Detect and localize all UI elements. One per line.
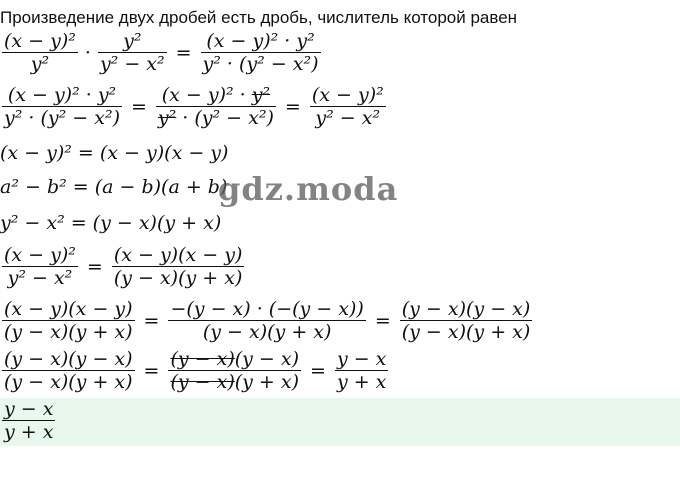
equals-sign: = <box>86 255 103 278</box>
fraction <box>2 298 135 343</box>
equation-text: a² − b² = (a − b)(a + b) <box>0 176 228 198</box>
denominator: (y − x)(y + x) <box>4 321 133 343</box>
fraction <box>2 398 55 443</box>
cancelled-term: (y − x) <box>170 348 235 370</box>
denominator: (y − x)(y + x) <box>202 321 332 343</box>
watermark: gdz.moda <box>218 170 399 208</box>
equals-sign: = <box>130 95 147 118</box>
fraction-with-cancel <box>168 348 301 393</box>
fraction <box>2 84 122 129</box>
equals-sign: = <box>143 309 160 332</box>
denominator: (y − x)(y + x) <box>4 371 133 393</box>
equation-line-4 <box>0 176 227 198</box>
numerator: −(y − x) · (−(y − x)) <box>170 298 364 320</box>
numerator: (x − y)² · y² <box>206 30 315 52</box>
intro-text: Произведение двух дробей есть дробь, числитель которой равен <box>0 8 518 27</box>
fraction <box>98 30 167 75</box>
denominator: y² · (y² − x²) <box>4 107 120 129</box>
equation-text: y² − x² = (y − x)(y + x) <box>0 212 222 234</box>
equation-line-1 <box>0 30 323 75</box>
numerator: (x − y)² <box>311 84 384 106</box>
cancelled-term: y² <box>157 107 177 129</box>
numerator: (x − y)² <box>4 30 76 52</box>
equation-text: (x − y)² = (x − y)(x − y) <box>0 142 229 164</box>
equation-line-7 <box>0 298 534 343</box>
denominator: y² <box>30 53 50 75</box>
numerator: y − x <box>4 398 54 420</box>
answer-highlight <box>0 398 680 446</box>
equals-sign: = <box>143 359 160 382</box>
numerator: (x − y)(x − y) <box>113 244 243 266</box>
numerator: (x − y)(x − y) <box>4 298 133 320</box>
fraction <box>201 30 321 75</box>
numerator: (x − y)² · y² <box>7 84 117 106</box>
equals-sign: = <box>374 309 391 332</box>
numerator: (x − y)² · y² <box>161 84 271 106</box>
denominator: (y − x)(y + x) <box>170 371 300 393</box>
equals-sign: = <box>284 95 301 118</box>
equation-line-8 <box>0 348 390 393</box>
numerator: (y − x)(y − x) <box>401 298 531 320</box>
fraction <box>112 244 245 289</box>
equation-line-3 <box>0 142 228 164</box>
equation-line-5 <box>0 212 221 234</box>
fraction <box>335 348 388 393</box>
denominator: y² · (y² − x²) <box>157 107 274 129</box>
fraction <box>168 298 365 343</box>
denominator: y + x <box>336 371 387 393</box>
numerator: (x − y)² <box>4 244 76 266</box>
denominator: y² − x² <box>315 107 381 129</box>
fraction <box>2 244 78 289</box>
numerator: y² <box>123 30 142 52</box>
multiply-sign: · <box>84 41 91 64</box>
fraction <box>2 30 78 75</box>
equation-line-2 <box>0 84 388 129</box>
numerator: y − x <box>336 348 387 370</box>
denominator: y² − x² <box>99 53 165 75</box>
denominator: y + x <box>4 421 54 443</box>
equals-sign: = <box>310 359 326 382</box>
fraction <box>310 84 386 129</box>
denominator: y² · (y² − x²) <box>202 53 319 75</box>
fraction-with-cancel <box>156 84 276 129</box>
denominator: (y − x)(y + x) <box>113 267 243 289</box>
equals-sign: = <box>175 41 192 64</box>
denominator: y² − x² <box>7 267 73 289</box>
cancelled-term: (y − x) <box>170 371 235 393</box>
cancelled-term: y² <box>251 84 271 106</box>
equation-line-6 <box>0 244 246 289</box>
numerator: (y − x)(y − x) <box>4 348 133 370</box>
denominator: (y − x)(y + x) <box>401 321 531 343</box>
final-answer <box>0 398 57 443</box>
fraction <box>2 348 135 393</box>
fraction <box>400 298 533 343</box>
numerator: (y − x)(y − x) <box>170 348 300 370</box>
